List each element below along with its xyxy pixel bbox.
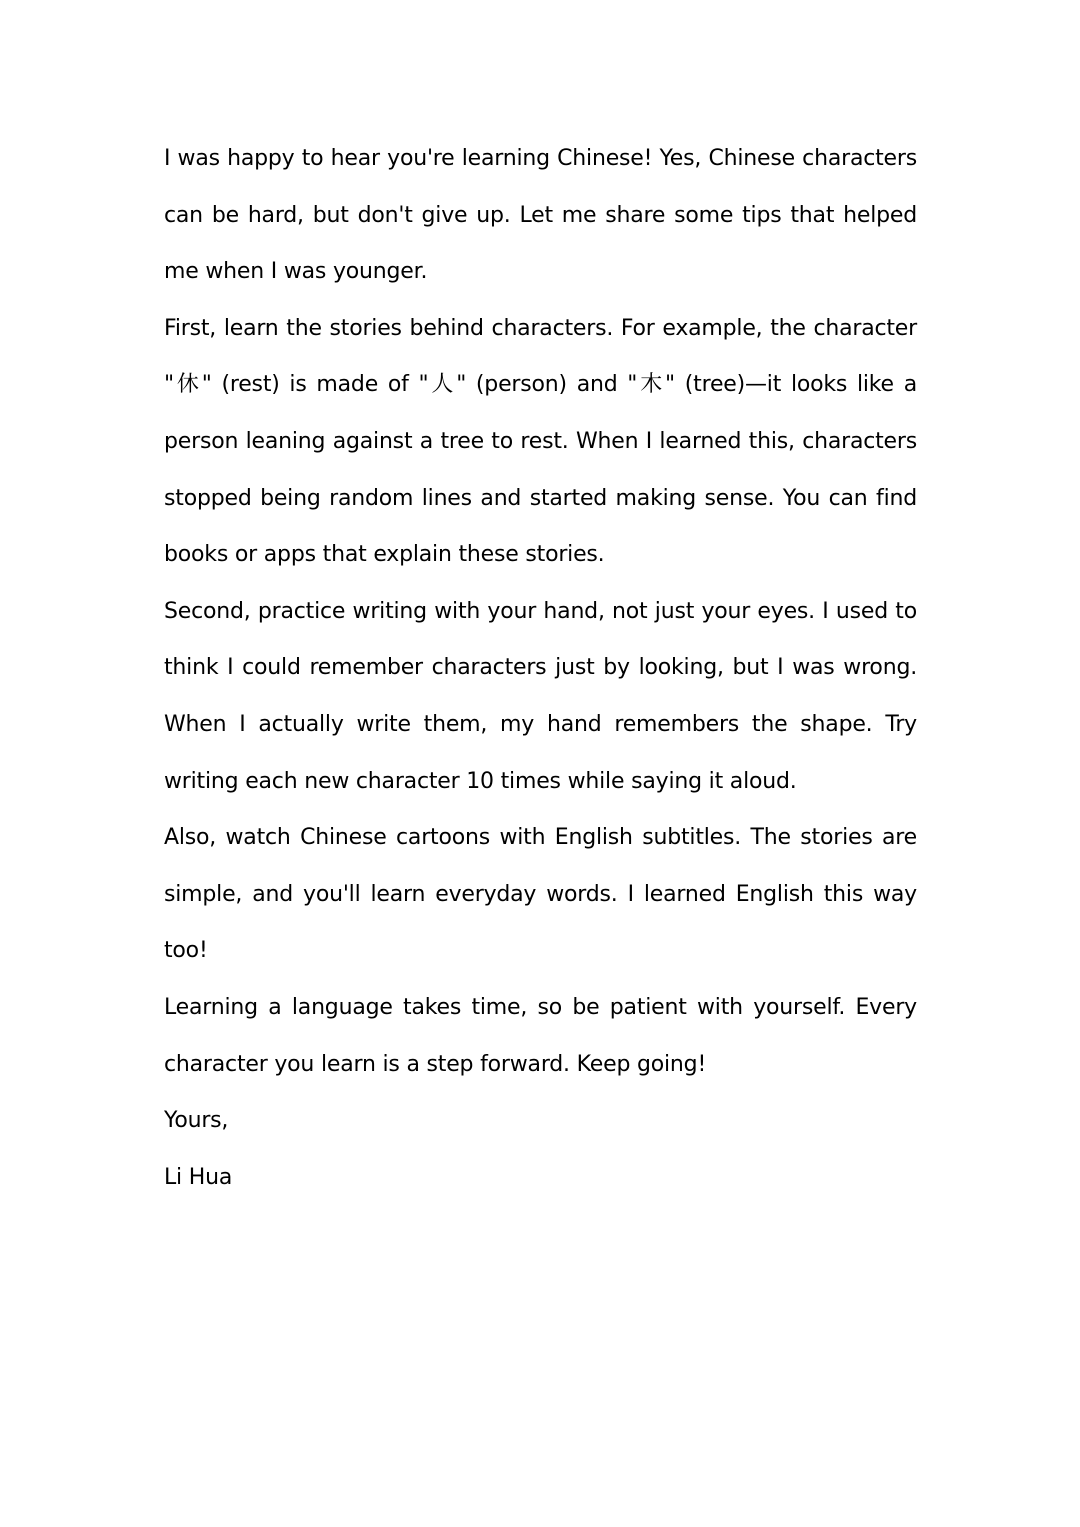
letter-body	[164, 131, 917, 1206]
closing: Yours,	[164, 1108, 229, 1134]
paragraph-encouragement: Learning a language takes time, so be patient with yourself. Every character you learn is a step forward. Keep going!	[164, 994, 917, 1077]
signature: Li Hua	[164, 1164, 233, 1190]
paragraph-intro: I was happy to hear you're learning Chinese! Yes, Chinese characters can be hard, but don't give up. Let me share some tips that helped me when I was younger.	[164, 146, 917, 285]
paragraph-tip-writing: Second, practice writing with your hand, not just your eyes. I used to think I could remember characters just by looking, but I was wrong. When I actually write them, my hand remembers the shape. Try writing each new character 10 times while saying it aloud.	[164, 598, 917, 794]
paragraph-tip-stories: First, learn the stories behind characters. For example, the character "休" (rest) is made of "人" (person) and "木" (tree)—it looks like a person leaning against a tree to rest. When I learned this, characters stopped being random lines and started making sense. You can find books or apps that explain these stories.	[164, 315, 917, 568]
paragraph-tip-cartoons: Also, watch Chinese cartoons with English subtitles. The stories are simple, and you'll learn everyday words. I learned English this way too!	[164, 825, 917, 964]
